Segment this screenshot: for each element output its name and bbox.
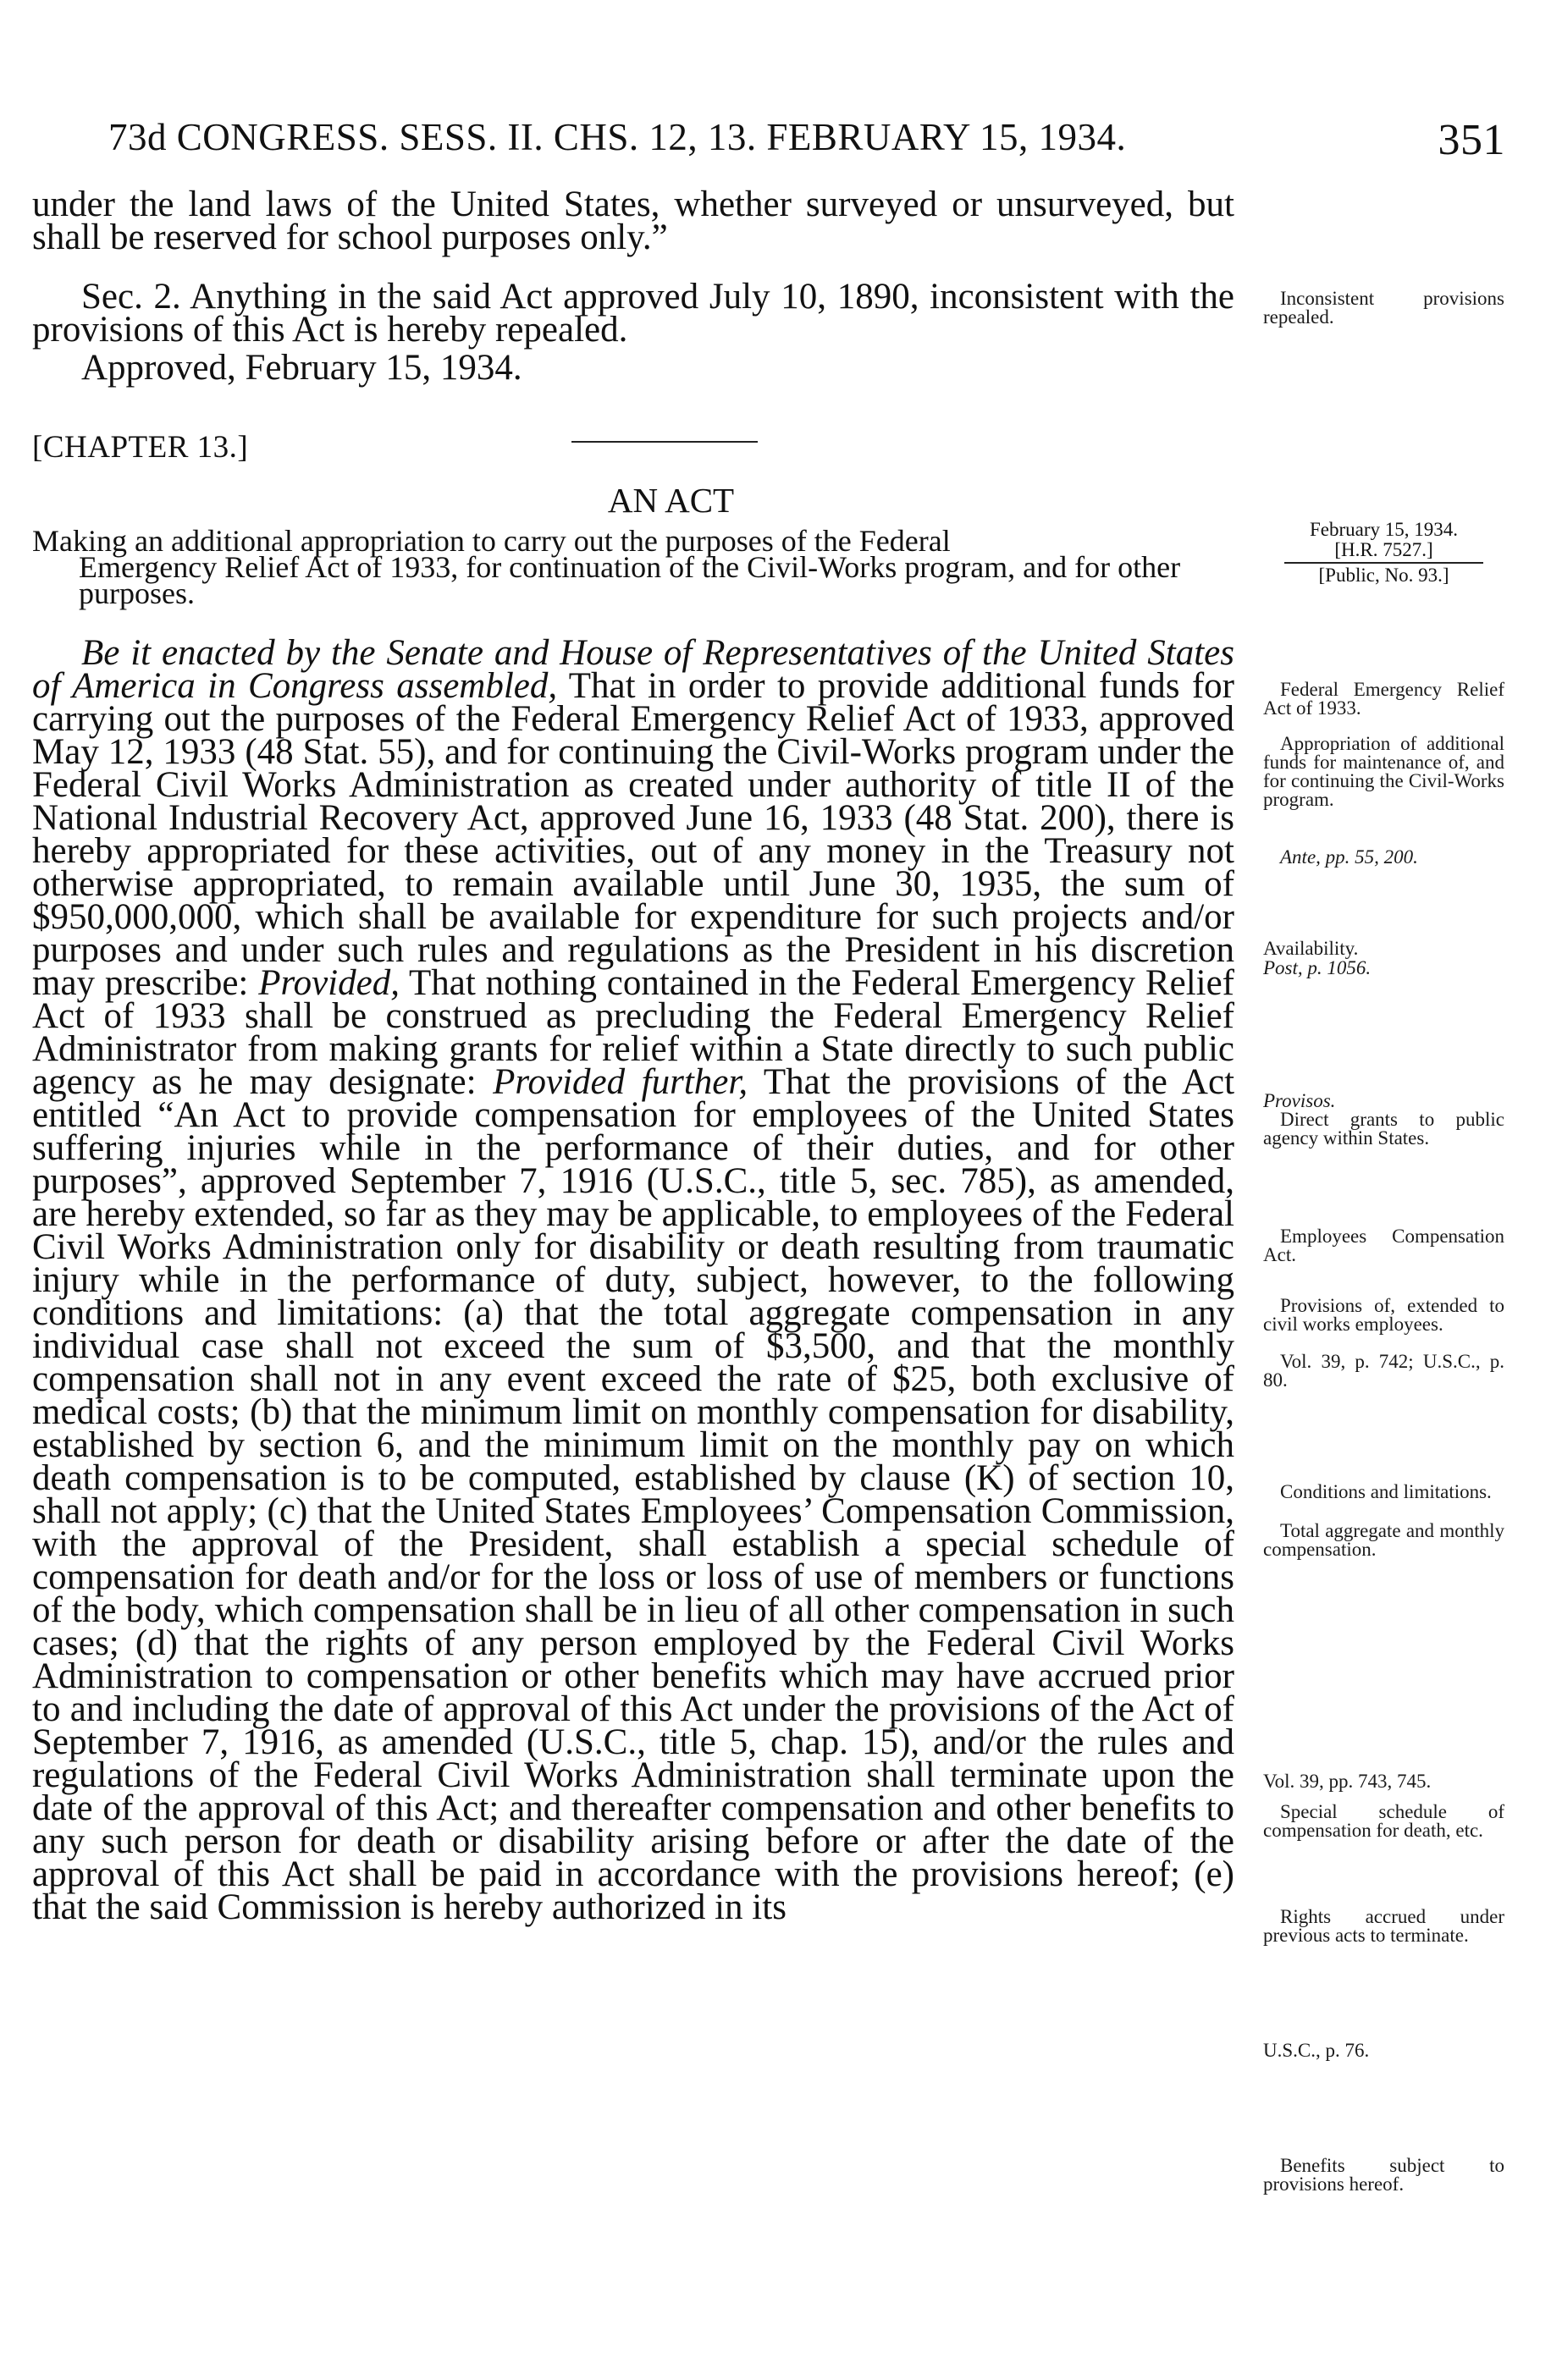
margin-note-inconsistent: Inconsistent provisions repealed. (1263, 288, 1504, 328)
margin-note-vol39: Vol. 39, p. 742; U.S.C., p. 80. (1263, 1351, 1504, 1391)
page-header (108, 115, 1505, 166)
margin-note-special-schedule: Special schedule of compensation for death, etc. (1263, 1801, 1504, 1841)
margin-note-usc76: U.S.C., p. 76. (1263, 2040, 1370, 2061)
margin-note-conditions: Conditions and limitations. (1280, 1481, 1492, 1502)
proviso-label: Provided, (258, 963, 400, 1003)
margin-note-employees-comp: Employees Compensation Act. (1263, 1226, 1504, 1265)
act-purpose (32, 524, 1226, 610)
margin-note-post: Post, p. 1056. (1263, 957, 1372, 978)
enacting-clause: Be it enacted by the Senate and House of Representatives of the United States of America in Congress assembled, (32, 633, 1234, 706)
carryover-text: under the land laws of the United States, whether surveyed or unsurveyed, but shall be reserved for school purposes only.” (32, 185, 1234, 257)
act-title: AN ACT (607, 481, 735, 520)
margin-note-benefits: Benefits subject to provisions hereof. (1263, 2155, 1504, 2195)
bill-number: [H.R. 7527.] (1334, 539, 1433, 560)
main-text-p1: That in order to provide additional funds for carrying out the purposes of the Federal Emergency Relief Act of 1933, approved May 12, 1933 (48 Stat. 55), and for continuing the Civil-Works program under the Federal Civil Works Administration as created under authority of title II of the National Industrial Recovery Act, approved June 16, 1933 (48 Stat. 200), there is hereby appropriated for these activities, out of any money in the Treasury not otherwise appropriated, to remain available until June 30, 1935, the sum of $950,000,000, which shall be available for expenditure for such projects and/or purposes and under such rules and regulations as the President in his discretion may prescribe: (32, 666, 1234, 1003)
enactment-date: February 15, 1934. (1309, 519, 1459, 540)
margin-note-total-aggregate: Total aggregate and monthly compensation. (1263, 1520, 1504, 1560)
margin-note-provisions-extended: Provisions of, extended to civil works employees. (1263, 1295, 1504, 1335)
margin-note-fera: Federal Emergency Relief Act of 1933. (1263, 679, 1504, 719)
page-number: 351 (1438, 116, 1505, 164)
carryover-paragraph (32, 185, 1234, 257)
section-2-paragraph: Sec. 2. Anything in the said Act approved July 10, 1890, inconsistent with the provisions of this Act is hereby repealed. (32, 277, 1234, 350)
margin-note-direct-grants: Direct grants to public agency within States. (1263, 1109, 1504, 1149)
proviso-further-label: Provided further, (493, 1062, 748, 1102)
enactment-date-block (1263, 520, 1504, 586)
act-purpose-first-line: Making an additional appropriation to carry out the purposes of the Federal (32, 524, 951, 558)
act-purpose-rest: Emergency Relief Act of 1933, for continuation of the Civil-Works program, and for other purposes. (79, 550, 1181, 610)
main-enactment-text (32, 633, 1235, 1927)
section-divider (571, 441, 758, 443)
margin-note-availability: Availability. (1263, 938, 1359, 959)
chapter-label: [CHAPTER 13.] (32, 430, 249, 465)
margin-note-appropriation: Appropriation of additional funds for maintenance of, and for continuing the Civil-Works program. (1263, 733, 1504, 810)
approval-line: Approved, February 15, 1934. (81, 348, 522, 388)
public-law-number: [Public, No. 93.] (1318, 565, 1449, 586)
margin-note-provisos: Provisos. (1263, 1090, 1336, 1111)
margin-note-rights-accrued: Rights accrued under previous acts to terminate. (1263, 1906, 1504, 1946)
main-text-p3: That the provisions of the Act entitled “An Act to provide compensation for employees of the United States suffering injuries while in the performance of their duties, and for other purposes”, approved September 7, 1916 (U.S.C., title 5, sec. 785), as amended, are hereby extended, so far as they may be applicable, to employees of the Federal Civil Works Administration only for disability or death resulting from traumatic injury while in the performance of duty, subject, however, to the following conditions and limitations: (a) that the total aggregate compensation in any individual case shall not exceed the sum of $3,500, and that the monthly compensation shall not in any event exceed the rate of $25, both exclusive of medical costs; (b) that the minimum limit on monthly compensation for disability, established by section 6, and the minimum limit on the monthly pay on which death compensation is to be computed, established by clause (K) of section 10, shall not apply; (c) that the United States Employees’ Compensation Commission, with the approval of the President, shall establish a special schedule of compensation for death and/or for the loss or loss of use of members or functions of the body, which compensation shall be in lieu of all other compensation in such cases; (d) that the rights of any person employed by the Federal Civil Works Administration to compensation or other benefits which may have accrued prior to and including the date of approval of this Act under the provisions of the Act of September 7, 1916, as amended (U.S.C., title 5, chap. 15), and/or the rules and regulations of the Federal Civil Works Administration shall terminate upon the date of the approval of this Act; and thereafter compensation and other benefits to any such person for death or disability arising before or after the date of the approval of this Act shall be paid in accordance with the provisions hereof; (e) that the said Commission is hereby authorized in its (32, 1062, 1235, 1927)
main-text-p2: That nothing contained in the Federal Emergency Relief Act of 1933 shall be construed as precluding the Federal Emergency Relief Administrator from making grants for relief within a State directly to such public agency as he may designate: (32, 963, 1234, 1102)
margin-note-vol39-b: Vol. 39, pp. 743, 745. (1263, 1771, 1432, 1792)
margin-note-ante: Ante, pp. 55, 200. (1280, 846, 1418, 868)
running-head: 73d CONGRESS. SESS. II. CHS. 12, 13. FEBRUARY 15, 1934. (108, 116, 1127, 158)
date-rule (1284, 562, 1483, 564)
